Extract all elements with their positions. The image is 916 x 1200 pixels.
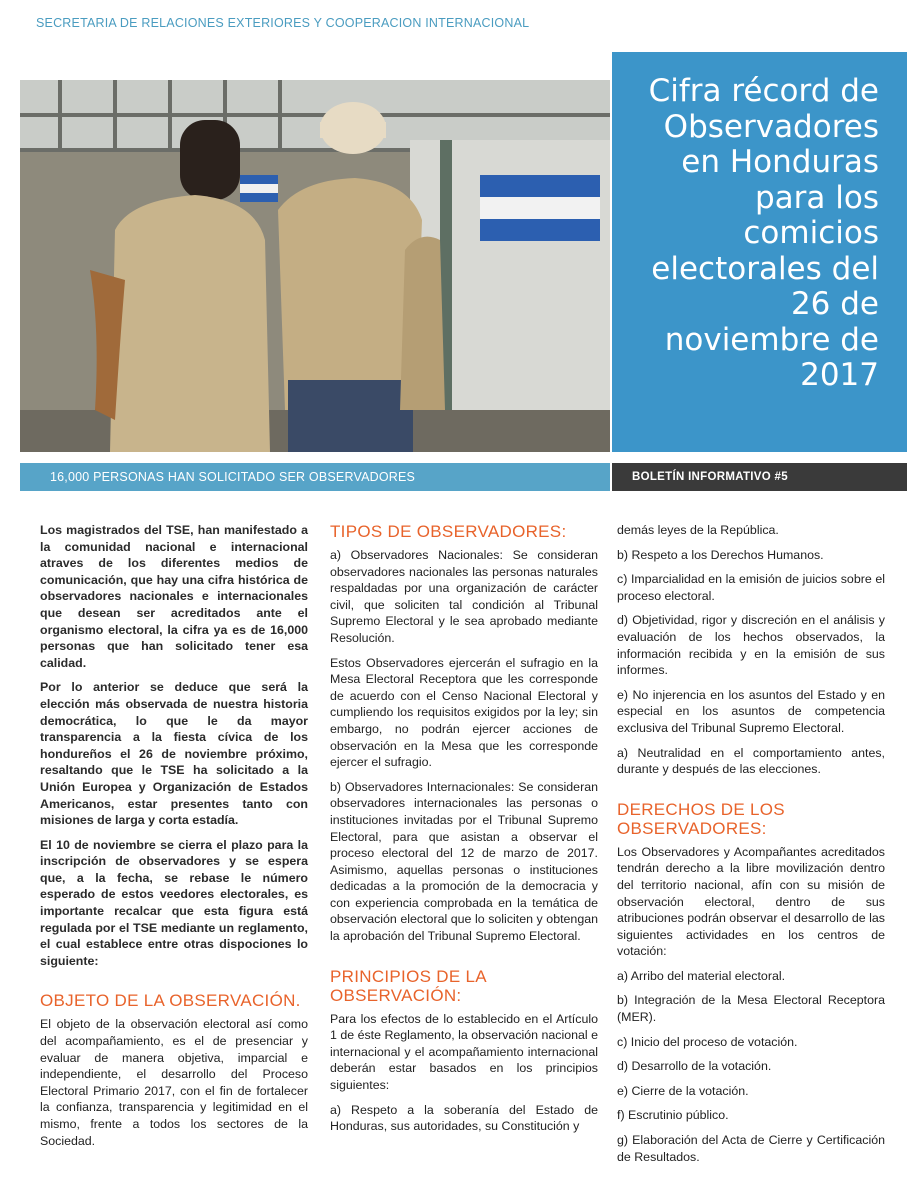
column-2 [330, 522, 598, 1143]
subtitle-band [20, 463, 610, 491]
section-heading-principios: PRINCIPIOS DE LA OBSERVACIÓN: [330, 966, 486, 1005]
derechos-item: b) Integración de la Mesa Electoral Receptora (MER). [617, 993, 885, 1025]
bulletin-band [612, 463, 907, 491]
cover-photo [20, 80, 610, 452]
principios-continued-6: a) Neutralidad en el comportamiento antes, durante y después de las elecciones. [617, 745, 885, 777]
principios-paragraph-2: a) Respeto a la soberanía del Estado de Honduras, sus autoridades, su Constitución y [330, 1102, 598, 1134]
section-heading-derechos: DERECHOS DE LOS OBSERVADORES: [617, 799, 785, 838]
derechos-item: a) Arribo del material electoral. [617, 968, 786, 983]
objeto-paragraph: El objeto de la observación electoral así como del acompañamiento, es el de presenciar y evaluar de manera objetiva, imparcial e independiente, el desarrollo del Proceso Electoral Primario 2017, con el fin de fortalecer la confianza, transparencia y legitimidad en el mismo, frente a todos los sectores de la Sociedad. [40, 1017, 308, 1148]
derechos-item: g) Elaboración del Acta de Cierre y Certificación de Resultados. [617, 1133, 885, 1164]
derechos-item: e) Cierre de la votación. [617, 1083, 749, 1098]
column-1 [40, 522, 308, 1157]
derechos-item: f) Escrutinio público. [617, 1108, 729, 1123]
tipos-paragraph-1: a) Observadores Nacionales: Se consideran observadores nacionales las personas naturales respaldadas por una organización de carácter civil, que soliciten tal condición al Tribunal Supremo Electoral y le sea aprobado mediante Resolución. [330, 548, 598, 645]
principios-continued-4: d) Objetividad, rigor y discreción en el análisis y evaluación de los hechos observados, la información recibida y en la emisión de sus informes. [617, 613, 885, 678]
principios-paragraph-1: Para los efectos de lo establecido en el Artículo 1 de éste Reglamento, la observación nacional e internacional y el acompañamiento internacional deberán estar basados en los principios siguientes: [330, 1011, 598, 1093]
principios-continued-1: demás leyes de la República. [617, 523, 779, 537]
subtitle-text: 16,000 PERSONAS HAN SOLICITADO SER OBSERVADORES [50, 470, 416, 484]
principios-continued-5: e) No injerencia en los asuntos del Estado y en especial en los asuntos de competencia exclusiva del Tribunal Supremo Electoral. [617, 687, 885, 735]
main-title: Cifra récord de Observadores en Honduras para los comicios electorales del 26 de noviembre de 2017 [648, 73, 879, 393]
bulletin-label: BOLETÍN INFORMATIVO #5 [632, 471, 788, 483]
section-heading-tipos: TIPOS DE OBSERVADORES: [330, 522, 567, 541]
principios-continued-3: c) Imparcialidad en la emisión de juicios sobre el proceso electoral. [617, 572, 885, 603]
title-panel [612, 52, 907, 452]
derechos-item: d) Desarrollo de la votación. [617, 1059, 772, 1074]
intro-paragraph-3: El 10 de noviembre se cierra el plazo para la inscripción de observadores y se espera que, a la fecha, se rebase le número esperado de estos veedores electorales, es importante recalcar que esta figura está regulada por el TSE mediante un reglamento, el cual establece entre otras dispociones lo siguiente: [40, 837, 308, 968]
intro-paragraph-2: Por lo anterior se deduce que será la elección más observada de nuestra historia democrática, lo que le da mayor transparencia a la fiesta cívica de los hondureños el 26 de noviembre próximo, resaltando que le TSE ha solicitado a la Unión Europea y Organización de Estados Americanos, estar presentes tanto con misiones de larga y corta estadía. [40, 680, 308, 828]
principios-continued-2: b) Respeto a los Derechos Humanos. [617, 547, 824, 562]
section-heading-objeto: OBJETO DE LA OBSERVACIÓN. [40, 991, 301, 1011]
column-3 [617, 522, 885, 1173]
intro-paragraph-1: Los magistrados del TSE, han manifestado a la comunidad nacional e internacional atraves de los diferentes medios de comunicación, que hay una cifra histórica de observadores nacionales e internacionales que desean ser acreditados ante el organismo electoral, la cifra ya es de 16,000 personas que han solicitado tener esa calidad. [40, 523, 308, 670]
agency-name: SECRETARIA DE RELACIONES EXTERIORES Y COOPERACION INTERNACIONAL [36, 16, 530, 30]
derechos-paragraph: Los Observadores y Acompañantes acreditados tendrán derecho a la libre movilización dentro del territorio nacional, afín con su misión de observación electoral, dentro de sus atribuciones podrán observar el desarrollo de las siguientes actividades en los centros de votación: [617, 844, 885, 959]
tipos-paragraph-3: b) Observadores Internacionales: Se consideran observadores internacionales las personas o instituciones invitadas por el Tribunal Supremo Electoral, para que asistan a observar el proceso electoral del 12 de marzo de 2017. Asimismo, aquellas personas o instituciones dedicadas a la promoción de la democracia y con experiencia comprobada en la temática de observación electoral que lo soliciten y obtengan la aprobación del Tribunal Supremo Electoral. [330, 779, 598, 944]
tipos-paragraph-2: Estos Observadores ejercerán el sufragio en la Mesa Electoral Receptora que les corresponde de acuerdo con el Censo Nacional Electoral y cumpliendo los requisitos exigidos por la ley; sin embargo, no podrán ejercer acciones de observación en la Mesa que les corresponde ejercer el sufragio. [330, 655, 598, 770]
derechos-item: c) Inicio del proceso de votación. [617, 1034, 798, 1049]
